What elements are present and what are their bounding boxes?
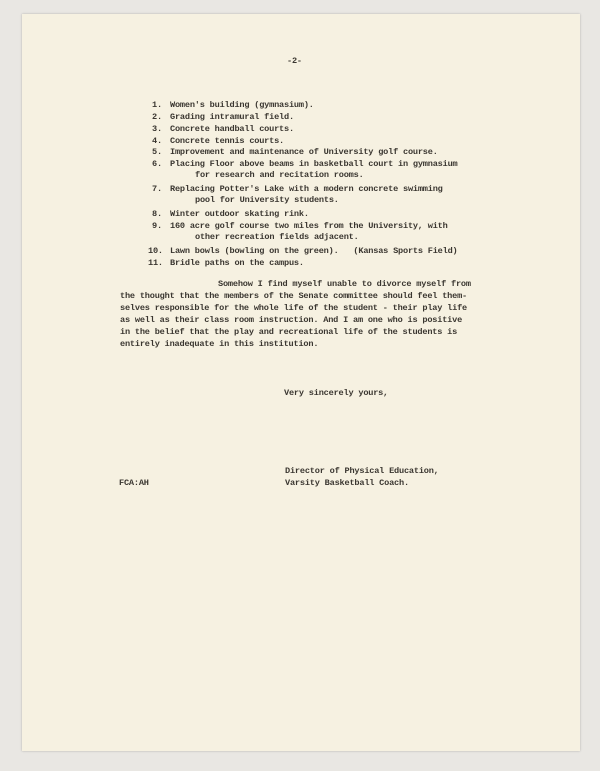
list-item-text: Replacing Potter's Lake with a modern concrete swimming: [170, 184, 443, 194]
list-item-text: 160 acre golf course two miles from the University, with: [170, 221, 448, 231]
paragraph-line: as well as their class room instruction. And I am one who is positive: [120, 315, 463, 325]
list-item-text: Bridle paths on the campus.: [170, 258, 304, 268]
paragraph-line: the thought that the members of the Senate committee should feel them-: [120, 291, 467, 301]
list-item-number: 1.: [152, 100, 162, 110]
list-item-number: 5.: [152, 147, 162, 157]
list-item-number: 7.: [152, 184, 162, 194]
list-item-text: Concrete tennis courts.: [170, 136, 285, 146]
list-item-continuation: pool for University students.: [195, 195, 339, 205]
paragraph-line: in the belief that the play and recreational life of the students is: [120, 327, 458, 337]
list-item-text: Grading intramural field.: [170, 112, 294, 122]
list-item-continuation: other recreation fields adjacent.: [195, 232, 359, 242]
list-item-text: Winter outdoor skating rink.: [170, 209, 309, 219]
signature-subtitle: Varsity Basketball Coach.: [285, 478, 409, 488]
list-item-number: 4.: [152, 136, 162, 146]
paragraph-line: Somehow I find myself unable to divorce myself from: [218, 279, 471, 289]
list-item-text: Women's building (gymnasium).: [170, 100, 314, 110]
page-number: -2-: [287, 56, 302, 66]
list-item-continuation: for research and recitation rooms.: [195, 170, 364, 180]
list-item-number: 3.: [152, 124, 162, 134]
paragraph-line: entirely inadequate in this institution.: [120, 339, 319, 349]
paragraph-line: selves responsible for the whole life of the student - their play life: [120, 303, 467, 313]
reference-initials: FCA:AH: [119, 478, 149, 488]
closing-salutation: Very sincerely yours,: [284, 388, 389, 398]
list-item-text: Improvement and maintenance of University golf course.: [170, 147, 438, 157]
signature-title: Director of Physical Education,: [285, 466, 439, 476]
list-item-number: 11.: [148, 258, 163, 268]
list-item-number: 8.: [152, 209, 162, 219]
list-item-number: 2.: [152, 112, 162, 122]
list-item-text: Placing Floor above beams in basketball court in gymnasium: [170, 159, 458, 169]
document-page: [22, 14, 580, 751]
list-item-number: 9.: [152, 221, 162, 231]
list-item-text: Lawn bowls (bowling on the green). (Kansas Sports Field): [170, 246, 458, 256]
list-item-text: Concrete handball courts.: [170, 124, 294, 134]
list-item-number: 6.: [152, 159, 162, 169]
list-item-number: 10.: [148, 246, 163, 256]
